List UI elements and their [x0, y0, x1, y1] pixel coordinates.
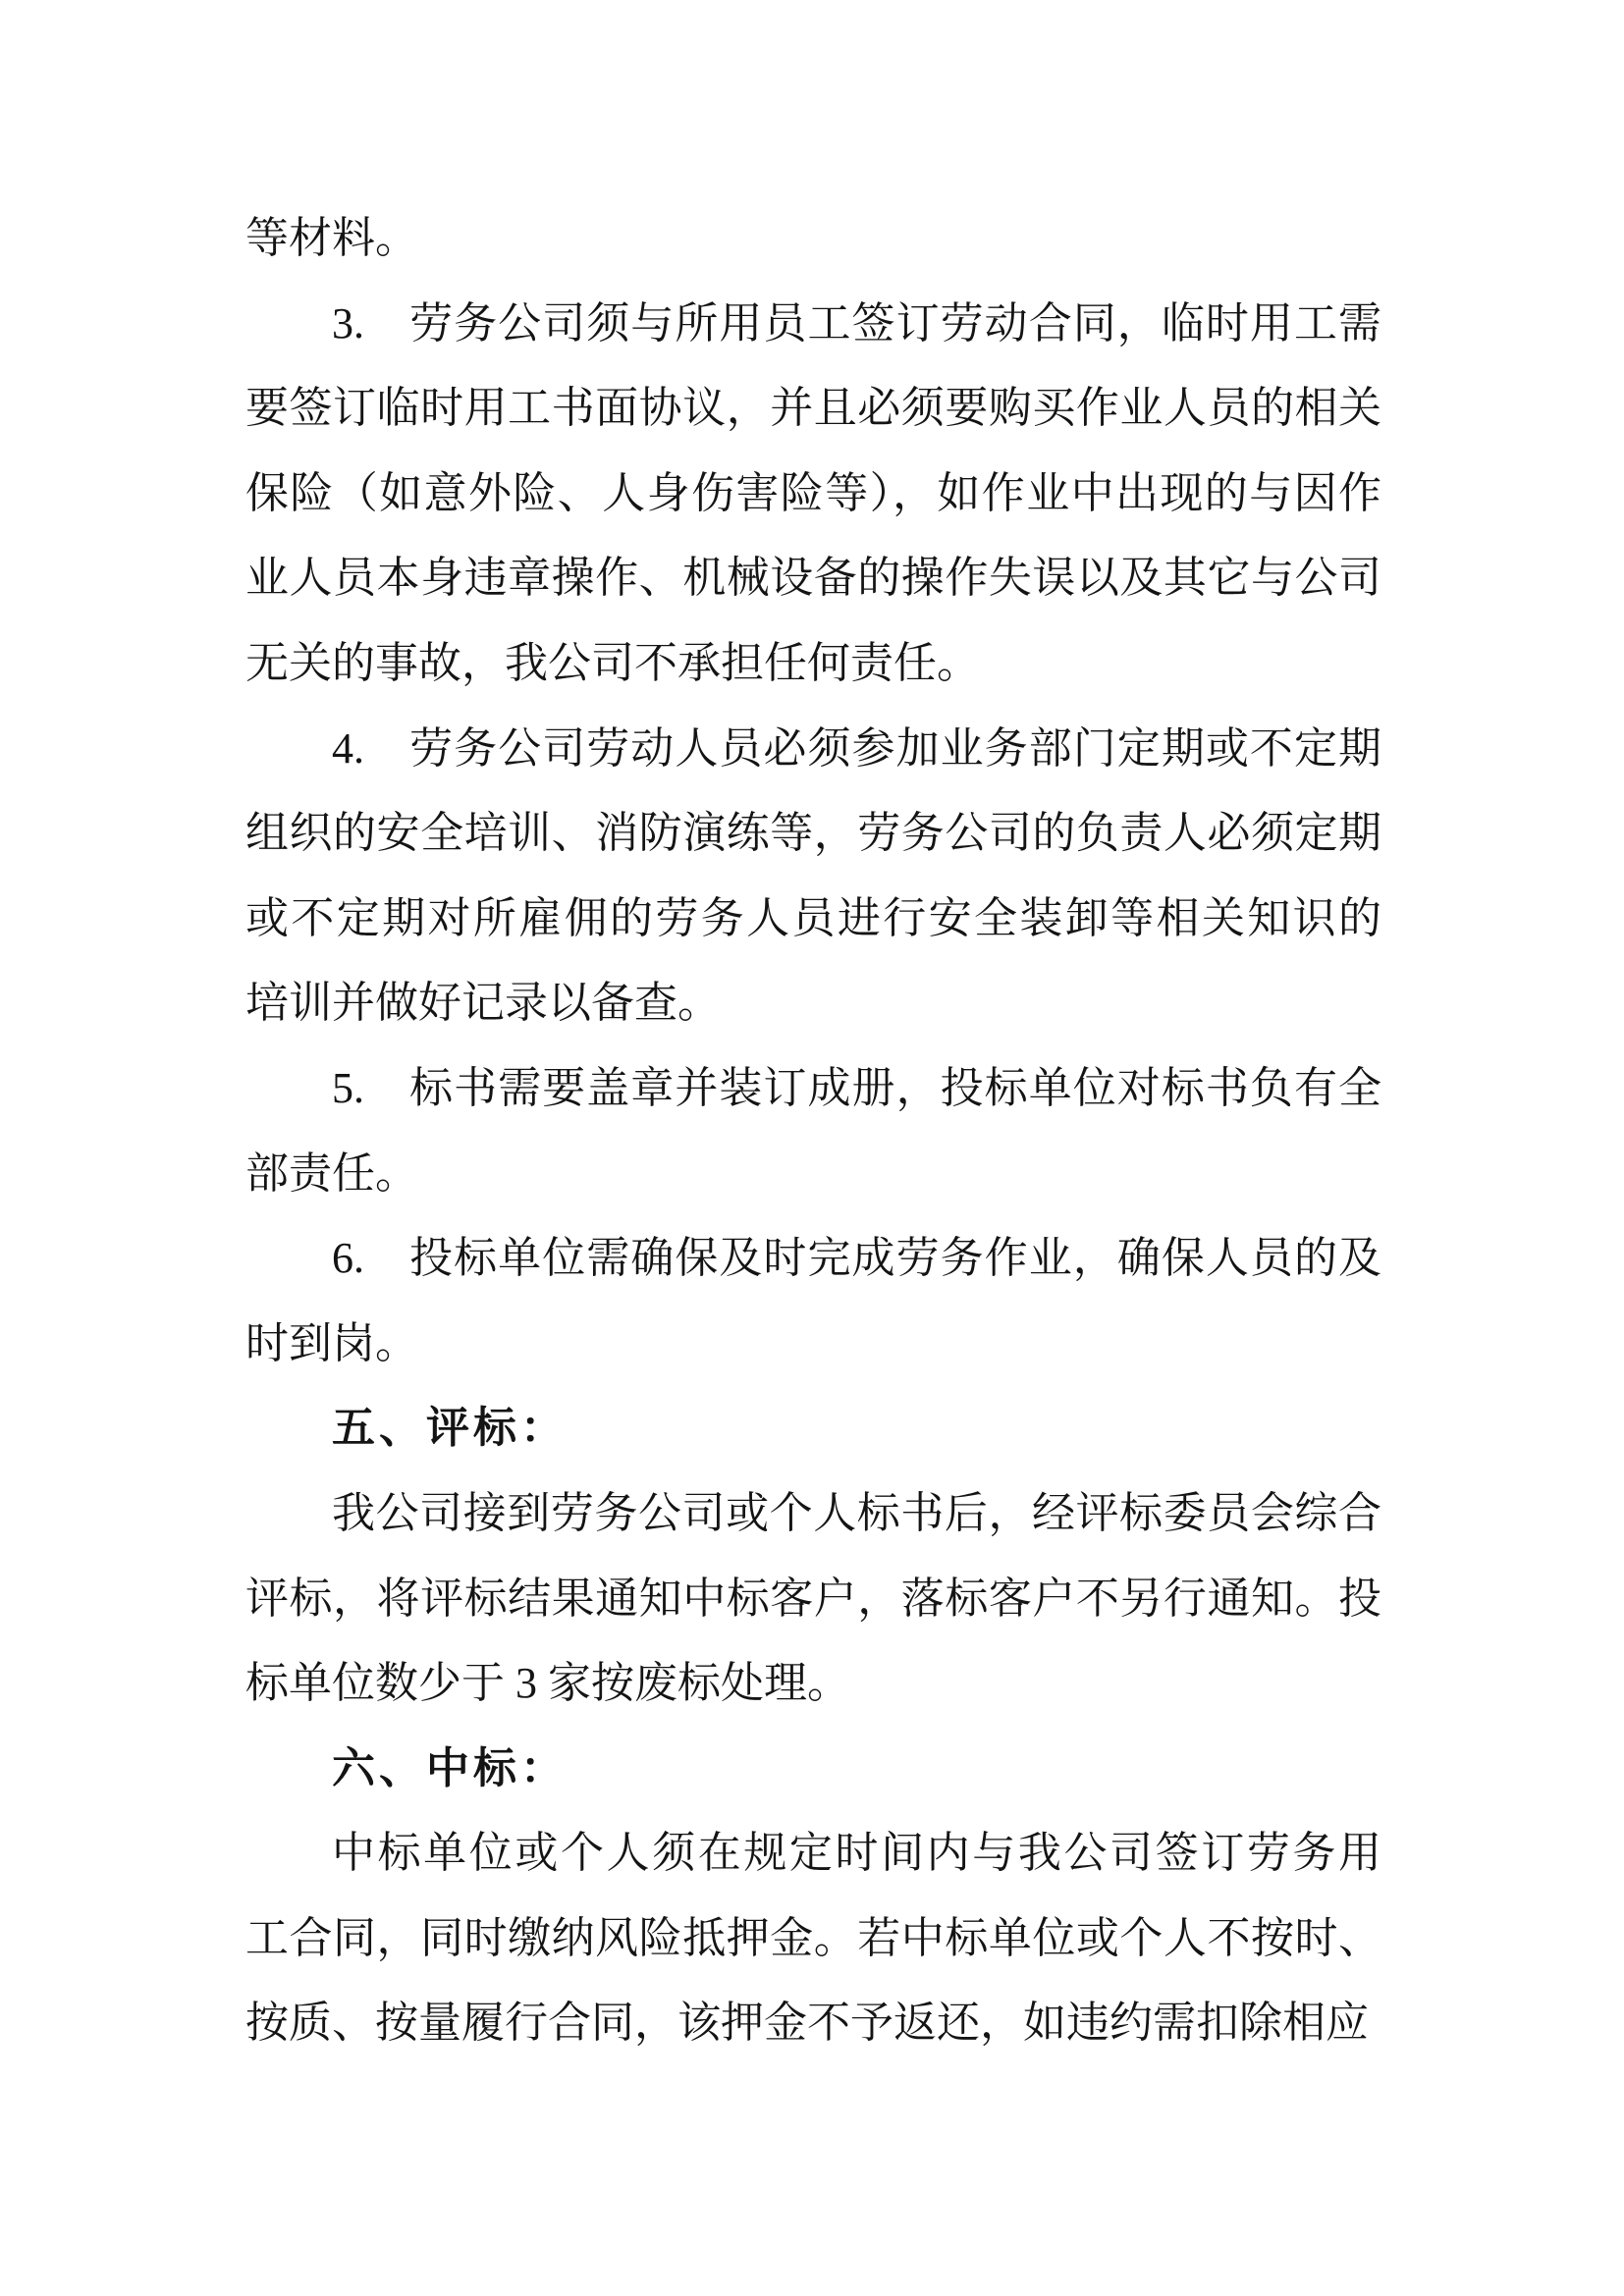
text-line: 业人员本身违章操作、机械设备的操作失误以及其它与公司	[245, 554, 1381, 603]
paragraph	[245, 1811, 1381, 2066]
text-line: 时到岗。	[245, 1318, 418, 1367]
text-line: 3. 劳务公司须与所用员工签订劳动合同，临时用工需	[332, 298, 1381, 347]
paragraph	[245, 1471, 1381, 1727]
text-line: 5. 标书需要盖章并装订成册，投标单位对标书负有全	[332, 1063, 1381, 1112]
text-line: 中标单位或个人须在规定时间内与我公司签订劳务用	[332, 1829, 1381, 1878]
text-line: 6. 投标单位需确保及时完成劳务作业，确保人员的及	[332, 1234, 1381, 1283]
heading-text-line: 六、中标：	[332, 1743, 568, 1792]
text-line: 评标，将评标结果通知中标客户，落标客户不另行通知。投	[245, 1574, 1381, 1623]
text-line: 4. 劳务公司劳动人员必须参加业务部门定期或不定期	[332, 723, 1381, 773]
section-heading	[245, 1386, 1381, 1471]
text-line: 标单位数少于 3 家按废标处理。	[245, 1659, 850, 1708]
text-line: 我公司接到劳务公司或个人标书后，经评标委员会综合	[332, 1488, 1381, 1537]
text-line: 无关的事故，我公司不承担任何责任。	[245, 638, 980, 687]
text-line: 培训并做好记录以备查。	[245, 979, 721, 1028]
text-line: 组织的安全培训、消防演练等，劳务公司的负责人必须定期	[245, 809, 1381, 858]
text-line: 要签订临时用工书面协议，并且必须要购买作业人员的相关	[245, 384, 1381, 433]
paragraph	[245, 196, 1381, 282]
text-line: 等材料。	[245, 214, 418, 262]
document-content	[245, 196, 1381, 2066]
heading-text-line: 五、评标：	[332, 1404, 568, 1453]
text-line: 工合同，同时缴纳风险抵押金。若中标单位或个人不按时、	[245, 1913, 1381, 1962]
paragraph	[245, 1046, 1381, 1216]
text-line: 部责任。	[245, 1148, 418, 1198]
section-heading	[245, 1727, 1381, 1812]
text-line: 保险（如意外险、人身伤害险等），如作业中出现的与因作	[245, 468, 1381, 517]
paragraph	[245, 1216, 1381, 1386]
text-line: 或不定期对所雇佣的劳务人员进行安全装卸等相关知识的	[245, 893, 1381, 942]
text-line: 按质、按量履行合同，该押金不予返还，如违约需扣除相应	[245, 1999, 1369, 2048]
paragraph	[245, 707, 1381, 1046]
paragraph	[245, 282, 1381, 707]
